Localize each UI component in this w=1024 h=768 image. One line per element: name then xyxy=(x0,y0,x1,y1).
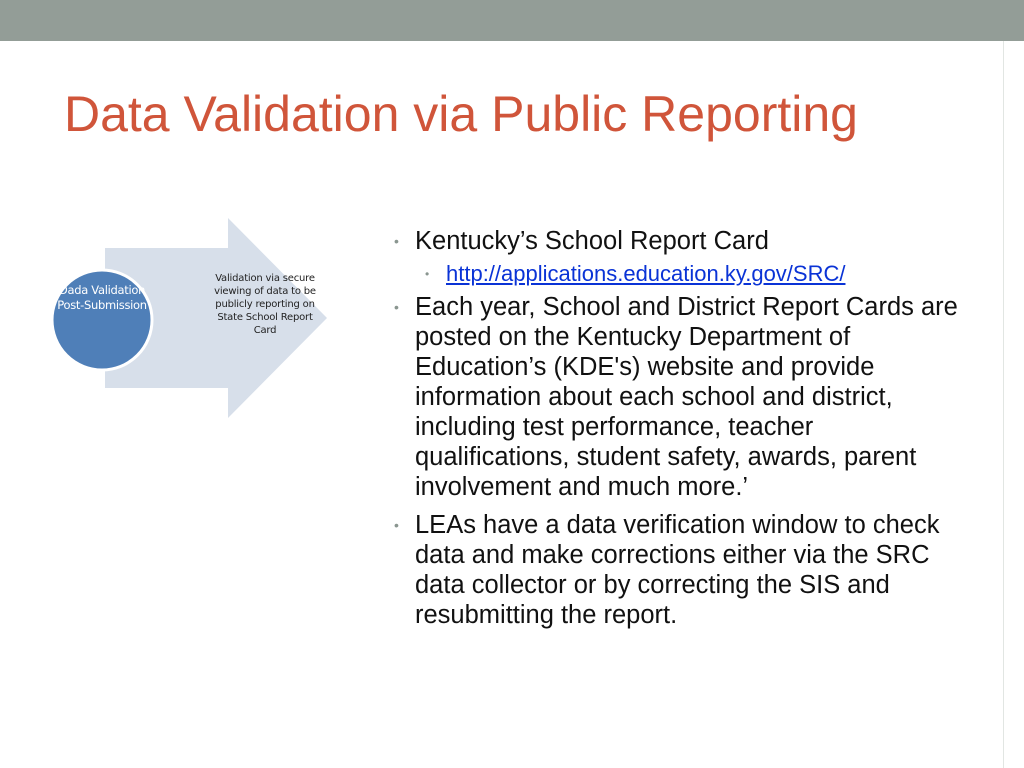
right-divider xyxy=(1003,41,1004,768)
circle-label: Dada Validation Post-Submission xyxy=(57,283,147,312)
top-bar xyxy=(0,0,1024,41)
bullet-text: LEAs have a data verification window to check data and make corrections either via the SRC data collector or by correcting the SIS and resubmitting the report. xyxy=(415,511,940,629)
sub-bullet-item xyxy=(392,260,972,288)
process-diagram xyxy=(50,218,330,418)
src-link[interactable]: http://applications.education.ky.gov/SRC/ xyxy=(446,261,846,286)
bullet-item xyxy=(392,510,972,630)
bullet-list xyxy=(392,226,972,630)
bullet-dot-icon: • xyxy=(394,517,399,533)
arrow-label: Validation via secure viewing of data to be publicly reporting on State School Report Card xyxy=(214,273,316,336)
bullet-text: Kentucky’s School Report Card xyxy=(415,227,769,255)
bullet-text: Each year, School and District Report Cards are posted on the Kentucky Department of Education’s (KDE's) website and provide information about each school and district, including test performance, teacher qualifications, student safety, awards, parent involvement and much more.’ xyxy=(415,293,958,501)
bullet-item xyxy=(392,292,972,502)
bullet-dot-icon: • xyxy=(394,233,399,249)
bullet-dot-icon: • xyxy=(394,299,399,315)
bullet-dot-icon: • xyxy=(425,267,430,281)
bullet-item xyxy=(392,226,972,256)
slide-title: Data Validation via Public Reporting xyxy=(64,86,858,142)
